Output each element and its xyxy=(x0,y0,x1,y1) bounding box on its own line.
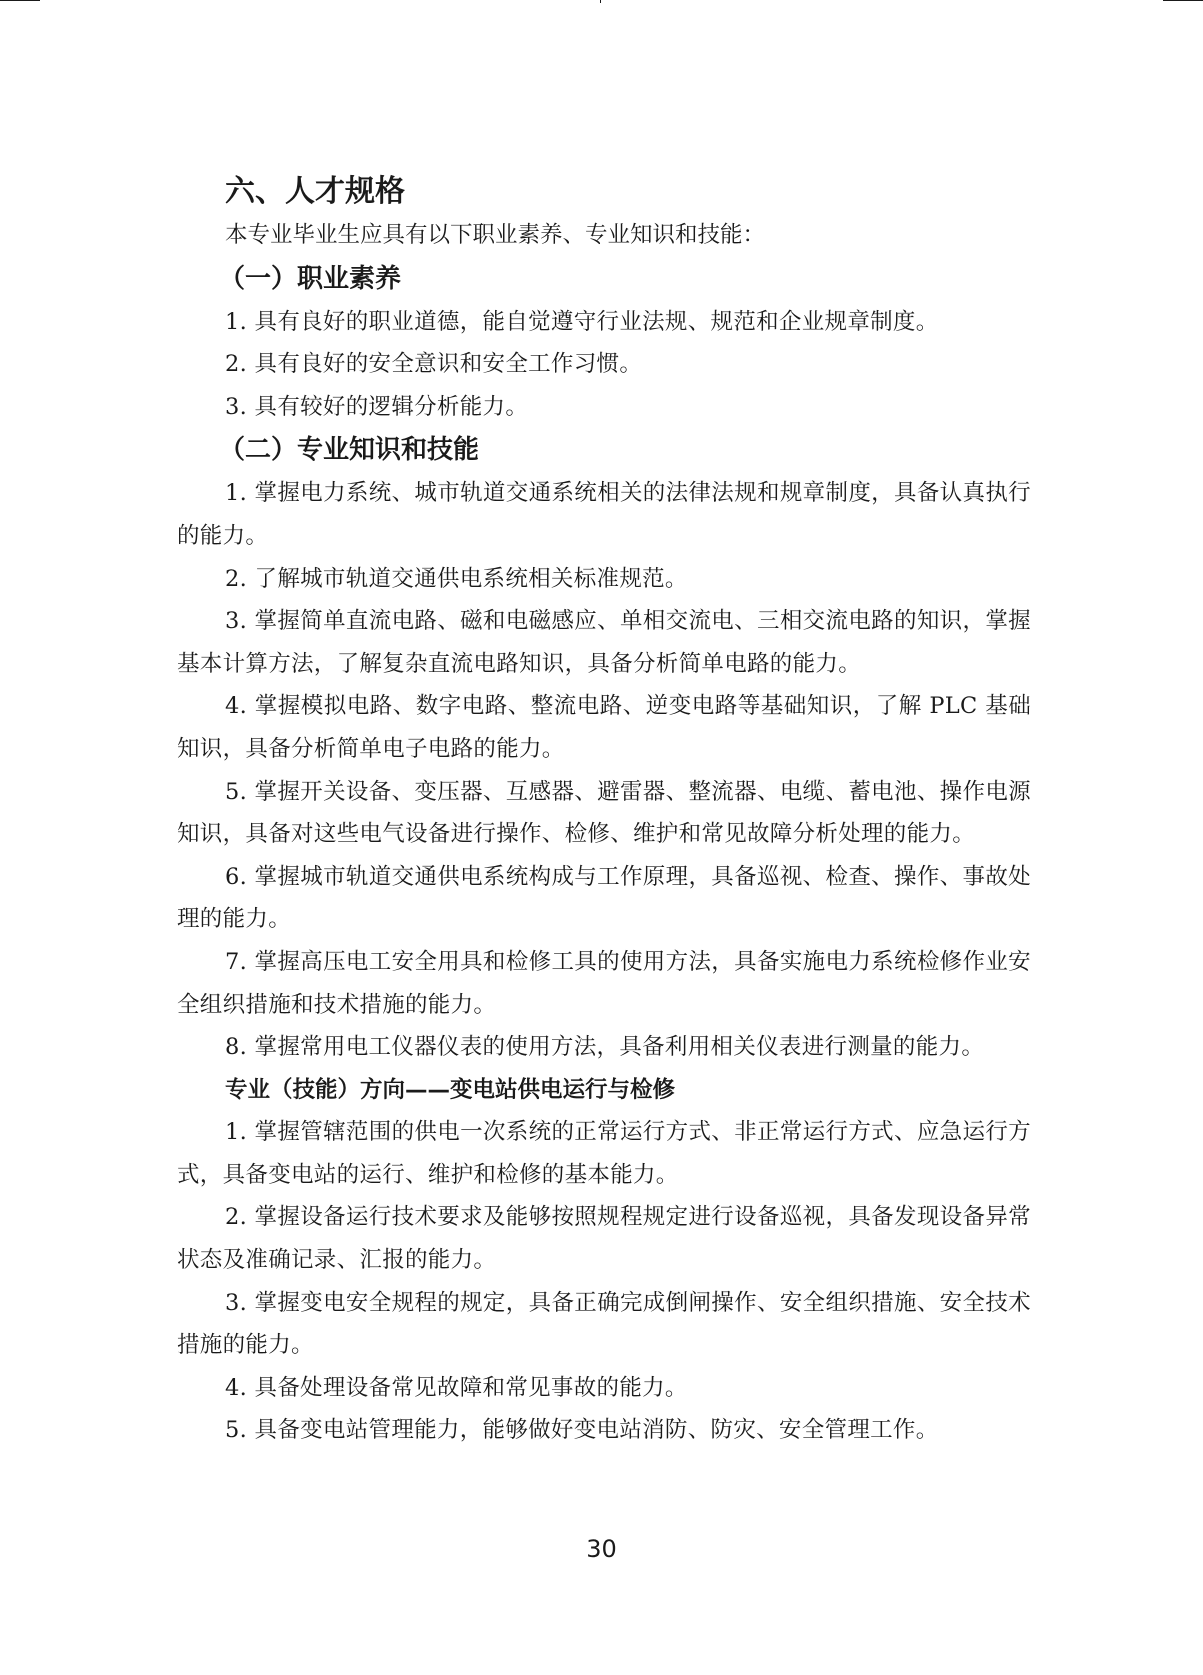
heading-professional-quality: （一）职业素养 xyxy=(219,263,402,294)
list-item: 3. 掌握变电安全规程的规定，具备正确完成倒闸操作、安全组织措施、安全技术措施的能力。 xyxy=(177,1289,1031,1359)
list-item: 4. 掌握模拟电路、数字电路、整流电路、逆变电路等基础知识，了解 PLC 基础知识，具备分析简单电子电路的能力。 xyxy=(177,693,1031,762)
list-item: 3. 掌握简单直流电路、磁和电磁感应、单相交流电、三相交流电路的知识，掌握基本计算方法，了解复杂直流电路知识，具备分析简单电路的能力。 xyxy=(177,608,1031,677)
list-item: 2. 具有良好的安全意识和安全工作习惯。 xyxy=(225,351,643,378)
list-item: 2. 了解城市轨道交通供电系统相关标准规范。 xyxy=(225,565,688,592)
page-number: 30 xyxy=(586,1535,617,1563)
crop-mark-right xyxy=(1163,0,1203,1)
list-item: 4. 具备处理设备常见故障和常见事故的能力。 xyxy=(225,1374,688,1401)
heading-knowledge-skills: （二）专业知识和技能 xyxy=(219,435,480,466)
crop-mark-left xyxy=(0,0,40,1)
list-item: 1. 掌握管辖范围的供电一次系统的正常运行方式、非正常运行方式、应急运行方式，具备变电站的运行、维护和检修的基本能力。 xyxy=(177,1119,1031,1188)
list-item: 7. 掌握高压电工安全用具和检修工具的使用方法，具备实施电力系统检修作业安全组织措施和技术措施的能力。 xyxy=(177,948,1031,1018)
list-item: 8. 掌握常用电工仪器仪表的使用方法，具备利用相关仪表进行测量的能力。 xyxy=(225,1034,985,1061)
crop-mark-center xyxy=(600,0,601,3)
list-item: 5. 具备变电站管理能力，能够做好变电站消防、防灾、安全管理工作。 xyxy=(225,1417,939,1444)
section-intro: 本专业毕业生应具有以下职业素养、专业知识和技能： xyxy=(225,222,766,248)
section-title: 六、人才规格 xyxy=(225,174,405,209)
list-item: 1. 具有良好的职业道德，能自觉遵守行业法规、规范和企业规章制度。 xyxy=(225,308,939,335)
list-item: 1. 掌握电力系统、城市轨道交通系统相关的法律法规和规章制度，具备认真执行的能力。 xyxy=(177,480,1031,549)
list-item: 6. 掌握城市轨道交通供电系统构成与工作原理，具备巡视、检查、操作、事故处理的能力。 xyxy=(177,863,1031,933)
page-body xyxy=(177,170,1031,1452)
list-item: 2. 掌握设备运行技术要求及能够按照规程规定进行设备巡视，具备发现设备异常状态及准确记录、汇报的能力。 xyxy=(177,1204,1031,1274)
list-item: 3. 具有较好的逻辑分析能力。 xyxy=(225,393,529,420)
heading-direction: 专业（技能）方向——变电站供电运行与检修 xyxy=(225,1076,676,1103)
list-item: 5. 掌握开关设备、变压器、互感器、避雷器、整流器、电缆、蓄电池、操作电源知识，具备对这些电气设备进行操作、检修、维护和常见故障分析处理的能力。 xyxy=(177,778,1031,848)
